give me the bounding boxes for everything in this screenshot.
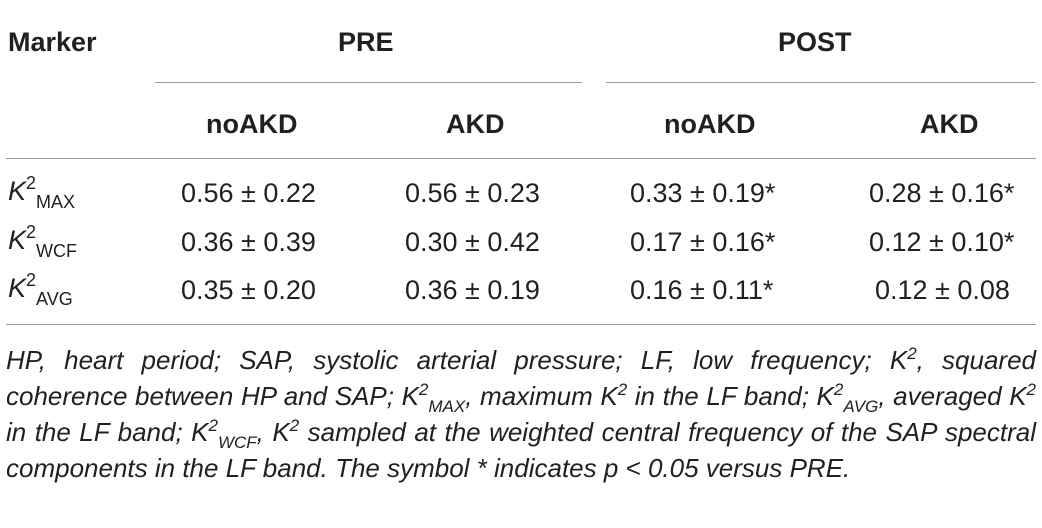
footnote-k: K — [401, 381, 419, 411]
row1-post-akd: 0.28 ± 0.16* — [869, 178, 1015, 208]
row3-pre-akd: 0.36 ± 0.19 — [405, 275, 540, 305]
footnote-sup: 2 — [418, 380, 429, 399]
footnote-text: HP, heart period; SAP, systolic arterial pressure; LF, low frequency; — [6, 345, 890, 375]
post-group-rule — [606, 82, 1035, 83]
header-pre-akd: AKD — [446, 109, 505, 139]
row3-post-akd: 0.12 ± 0.08 — [875, 275, 1010, 305]
footnote-sup: 2 — [617, 380, 628, 399]
marker-sup: 2 — [26, 270, 37, 290]
footnote-sup: 2 — [833, 380, 844, 399]
row3-post-noakd: 0.16 ± 0.11* — [630, 275, 774, 305]
footnote-sub: WCF — [217, 433, 257, 452]
row-marker-wcf — [8, 222, 78, 261]
footnote-k: K — [272, 417, 290, 447]
footnote-text: , — [256, 417, 273, 447]
marker-sup: 2 — [26, 222, 37, 242]
footnote-text: , averaged — [878, 381, 1010, 411]
pre-group-rule — [155, 82, 582, 83]
row1-post-noakd: 0.33 ± 0.19* — [630, 178, 776, 208]
marker-sub: WCF — [36, 241, 78, 261]
footnote-text: in the LF band; — [6, 417, 192, 447]
row1-pre-noakd: 0.56 ± 0.22 — [181, 178, 316, 208]
row1-pre-akd: 0.56 ± 0.23 — [405, 178, 540, 208]
footnote-k: K — [1009, 381, 1027, 411]
header-post-akd: AKD — [920, 109, 979, 139]
footnote-text: in the LF band; — [627, 381, 817, 411]
footnote-text: , maximum — [465, 381, 601, 411]
footnote-text: sampled at the weighted central frequency of the SAP spectral components in the LF band. The symbol * indicates p < 0.05 versus PRE. — [6, 417, 1036, 483]
row-marker-avg — [8, 270, 73, 309]
footnote-k: K — [816, 381, 834, 411]
footnote-sup: 2 — [1026, 380, 1037, 399]
marker-sub: MAX — [36, 192, 76, 212]
header-post: POST — [778, 27, 852, 57]
footnote-sup: 2 — [289, 416, 300, 435]
marker-base: K — [8, 273, 27, 303]
header-marker: Marker — [8, 27, 97, 57]
marker-sub: AVG — [36, 289, 73, 309]
row2-pre-noakd: 0.36 ± 0.39 — [181, 227, 316, 257]
header-pre-noakd: noAKD — [206, 109, 298, 139]
header-pre: PRE — [338, 27, 394, 57]
footnote-sub: MAX — [428, 397, 466, 416]
footnote-text: , squared coherence between HP and SAP; — [6, 345, 1037, 411]
header-bottom-rule — [6, 158, 1036, 159]
footnote-k: K — [600, 381, 618, 411]
footnote-sup: 2 — [907, 344, 917, 363]
header-post-noakd: noAKD — [664, 109, 756, 139]
marker-sup: 2 — [26, 173, 37, 193]
footnote-k: K — [889, 345, 908, 375]
marker-base: K — [8, 225, 27, 255]
row2-post-akd: 0.12 ± 0.10* — [869, 227, 1015, 257]
table-footnote — [6, 344, 1036, 485]
footnote-sub: AVG — [843, 397, 879, 416]
row2-pre-akd: 0.30 ± 0.42 — [405, 227, 540, 257]
row2-post-noakd: 0.17 ± 0.16* — [630, 227, 776, 257]
row3-pre-noakd: 0.35 ± 0.20 — [181, 275, 316, 305]
footnote-sup: 2 — [208, 416, 218, 435]
marker-base: K — [8, 176, 27, 206]
row-marker-max — [8, 173, 76, 212]
table-bottom-rule — [6, 324, 1036, 325]
footnote-k: K — [191, 417, 209, 447]
